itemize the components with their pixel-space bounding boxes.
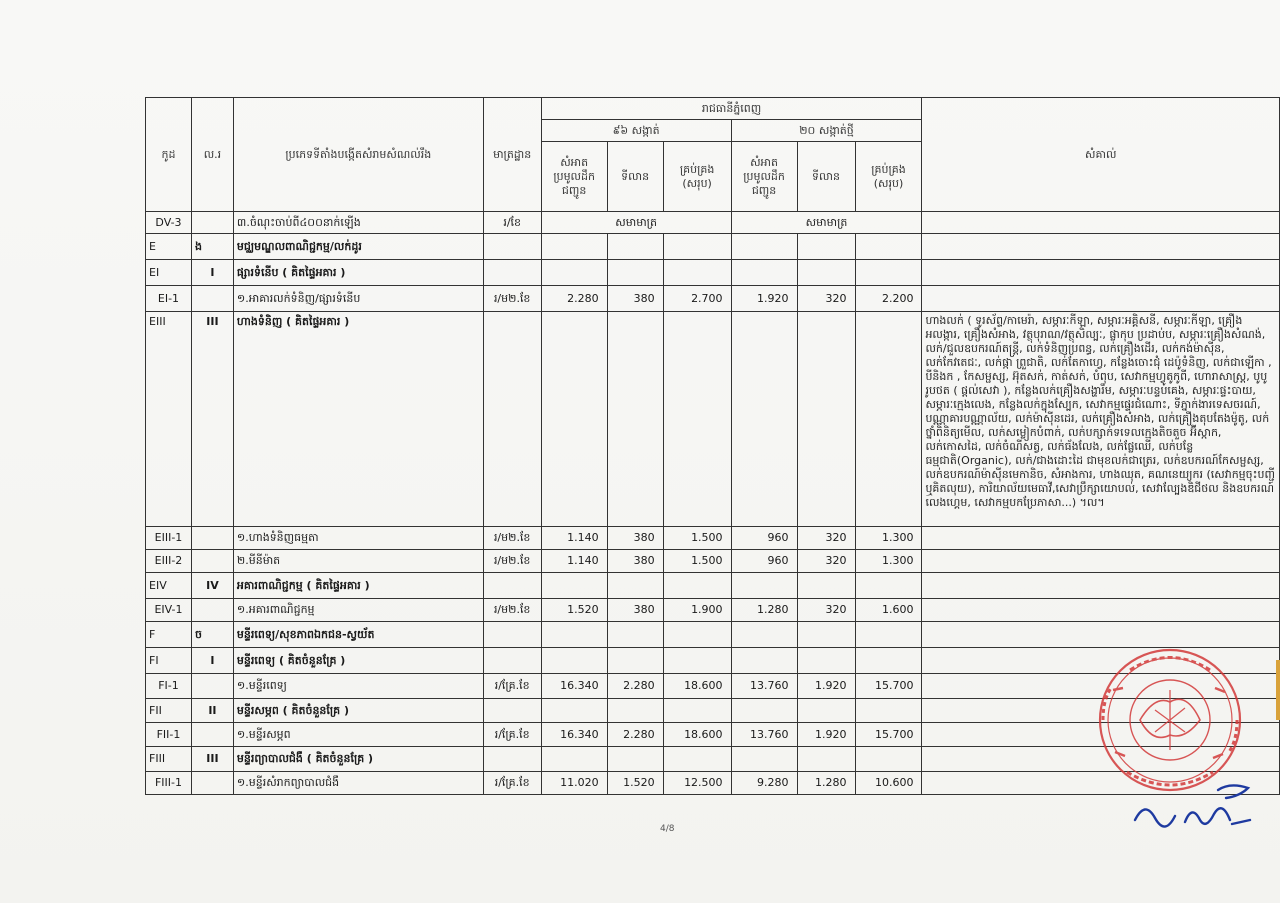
row-number — [191, 674, 233, 699]
row-landfill-96 — [607, 573, 663, 599]
header-group-96: ៩៦ សង្កាត់ — [541, 120, 731, 142]
row-category: ១.មន្ទីរពេទ្យ — [233, 674, 483, 699]
row-landfill-20 — [797, 747, 855, 772]
header-group-20: ២០ សង្កាត់ថ្មី — [731, 120, 922, 142]
row-landfill-20: 1.920 — [797, 674, 855, 699]
header-city: រាជធានីភ្នំពេញ — [541, 98, 922, 120]
header-unit: មាត្រដ្ឋាន — [483, 98, 541, 212]
row-code: F — [146, 622, 192, 648]
row-number: I — [191, 260, 233, 286]
row-landfill-96: 380 — [607, 550, 663, 573]
row-landfill-20: 320 — [797, 527, 855, 550]
row-collect-96 — [541, 312, 607, 527]
row-collect-96: 1.140 — [541, 527, 607, 550]
row-code: EIII-2 — [146, 550, 192, 573]
row-collect-96: 1.520 — [541, 599, 607, 622]
row-unit: រ/ម២.ខែ — [483, 599, 541, 622]
row-landfill-20 — [797, 699, 855, 723]
row-collect-20: 960 — [731, 550, 797, 573]
row-collect-96 — [541, 747, 607, 772]
row-manage-20: 15.700 — [855, 674, 922, 699]
row-collect-96 — [541, 648, 607, 674]
row-number: ង — [191, 234, 233, 260]
row-code: FI — [146, 648, 192, 674]
row-remark: ហាងលក់ ( ទូរស័ព្ទ/កាមេរ៉ា, សម្ភារៈកីឡា, សម្ភារៈអគ្គិសនី, សម្ភារៈកីឡា, គ្រឿងអលង្ការ, គ្រឿងសំអាង, វត្ថុបុរាណ/វត្ថុសិល្បៈ, ផ្លាកុប ប្រដាប់ប, សម្ភារៈគ្រឿងសំណង់, លក់/ជួលឧបករណ៍តន្ត្រី, លក់ទំនិញប្រពន្ធ, លក់គ្រឿងដើរ, លក់កង់ម៉ាស៊ីន, លក់កែវតេជៈ, លក់ផ្កា ព្រួជាតិ, លក់តែកាហ្វេ, កន្លែងចោះជុំ ដេប៉ូទំនិញ, លក់ជាឡើកា , បីនិងក , កែសម្ផស្ស, អ៊ុតសក់, កាត់សក់, បំពុប, សេវាកម្មហ្វូតូកូពី, ហោរាសាស្ត្រ, បូបូរូបថត ( ផ្តល់សេវា ), កន្លែងលក់គ្រឿងសង្ហារឹម, សម្ភារៈបន្ទប់គេង, សម្ភារៈផ្ទះបាយ, សម្ភារៈក្មេងលេង, កន្លែងលក់ក្នុងស្បែក, សេវាកម្មផ្ទេរជំណោះ, ទីភ្នាក់ងារទេសចរណ៍, បណ្ណាគារបណ្ណាល័យ, លក់ម៉ាស៊ីនដេរ, លក់គ្រឿងសំអាង, លក់គ្រឿងតុបតែងម៉ូតូ, លក់ថ្នាំពិនិត្យមើល, លក់សម្លៀកបំពាក់, លក់បក្សាក់ទទេលក្មេងតិចតួច អ៊ីស្កាក, លក់កោសដៃ, លក់ចំណីសត្វ, លក់ធ័ងលែង, លក់ផ្លែឈើ, លក់បន្លែធម្មជាតិ(Organic), លក់/ជាងដោះដៃ ជាមុខលក់ជាត្រេរ, លក់ឧបករណ៍កែសម្ផស្ស, លក់ឧបករណ៍ម៉ាស៊ីនមេកានិច, សំអាងការ, ហាងឈុត, គណនេយ្យករ (សេវាកម្មចុះបញ្ជី ឬគិតលុយ), ការិយាល័យមេធាវី,សេវាប្រឹក្សាយោបល់, សេវាល្បែងឌិជីថល និងឧបករណ៍លេងហ្គេម, សេវាកម្មបកប្រែភាសា...) ។ល។ — [922, 312, 1280, 527]
row-landfill-20: 320 — [797, 599, 855, 622]
table-row — [146, 212, 1280, 234]
row-collect-96 — [541, 573, 607, 599]
row-number: ច — [191, 622, 233, 648]
row-remark — [922, 550, 1280, 573]
row-code: DV-3 — [146, 212, 192, 234]
row-manage-96 — [663, 622, 731, 648]
row-unit: រ/គ្រែ.ខែ — [483, 674, 541, 699]
row-manage-20 — [855, 747, 922, 772]
row-manage-96: 12.500 — [663, 772, 731, 795]
row-category: មជ្ឈមណ្ឌលពាណិជ្ជកម្ម/លក់ដូរ — [233, 234, 483, 260]
row-unit: រ/ម២.ខែ — [483, 527, 541, 550]
row-unit — [483, 573, 541, 599]
row-collect-20: 960 — [731, 527, 797, 550]
row-manage-20: 10.600 — [855, 772, 922, 795]
row-collect-96 — [541, 622, 607, 648]
header-remark: សំគាល់ — [922, 98, 1280, 212]
row-landfill-20 — [797, 622, 855, 648]
row-manage-96: 2.700 — [663, 286, 731, 312]
row-collect-20 — [731, 699, 797, 723]
row-unit: រ/ខែ — [483, 212, 541, 234]
row-code: FIII — [146, 747, 192, 772]
row-number: III — [191, 747, 233, 772]
row-manage-96 — [663, 699, 731, 723]
row-manage-20 — [855, 648, 922, 674]
row-landfill-20 — [797, 234, 855, 260]
header-manage-1: គ្រប់គ្រង (សរុប) — [663, 142, 731, 212]
row-landfill-96 — [607, 648, 663, 674]
row-number: III — [191, 312, 233, 527]
row-manage-20 — [855, 312, 922, 527]
row-unit — [483, 648, 541, 674]
row-unit — [483, 260, 541, 286]
row-manage-20: 1.300 — [855, 550, 922, 573]
row-collect-96: 2.280 — [541, 286, 607, 312]
row-manage-96 — [663, 312, 731, 527]
row-collect-96: 1.140 — [541, 550, 607, 573]
row-collect-20 — [731, 573, 797, 599]
header-landfill-1: ទីលាន — [607, 142, 663, 212]
row-collect-20: 1.280 — [731, 599, 797, 622]
row-code: FIII-1 — [146, 772, 192, 795]
row-collect-20 — [731, 234, 797, 260]
row-unit: រ/ម២.ខែ — [483, 550, 541, 573]
row-collect-96 — [541, 234, 607, 260]
row-remark — [922, 599, 1280, 622]
row-landfill-20: 320 — [797, 286, 855, 312]
header-collect-2: សំអាត ប្រមូលដឹក ជញ្ជូន — [731, 142, 797, 212]
row-category: មន្ទីរសម្ភព ( គិតចំនួនគ្រែ ) — [233, 699, 483, 723]
row-category: មន្ទីរពេទ្យ ( គិតចំនួនគ្រែ ) — [233, 648, 483, 674]
row-code: FII — [146, 699, 192, 723]
row-remark — [922, 234, 1280, 260]
row-manage-20: 2.200 — [855, 286, 922, 312]
table-row — [146, 234, 1280, 260]
header-code: កូដ — [146, 98, 192, 212]
row-remark — [922, 527, 1280, 550]
row-number: II — [191, 699, 233, 723]
row-manage-96: 18.600 — [663, 723, 731, 747]
row-landfill-96: 380 — [607, 527, 663, 550]
header-collect-1: សំអាត ប្រមូលដឹក ជញ្ជូន — [541, 142, 607, 212]
row-unit: រ/គ្រែ.ខែ — [483, 723, 541, 747]
row-landfill-96: 2.280 — [607, 674, 663, 699]
row-manage-20: 1.600 — [855, 599, 922, 622]
row-manage-20 — [855, 573, 922, 599]
row-category: អគារពាណិជ្ជកម្ម ( គិតផ្ទៃអគារ ) — [233, 573, 483, 599]
row-landfill-96: 380 — [607, 286, 663, 312]
row-collect-20 — [731, 747, 797, 772]
row-unit: រ/ម២.ខែ — [483, 286, 541, 312]
row-category: ២.មីនីម៉ាត — [233, 550, 483, 573]
row-landfill-20: 1.920 — [797, 723, 855, 747]
row-code: EIII — [146, 312, 192, 527]
row-landfill-96: 2.280 — [607, 723, 663, 747]
row-manage-96 — [663, 648, 731, 674]
row-landfill-20 — [797, 260, 855, 286]
row-landfill-20 — [797, 573, 855, 599]
row-category: មន្ទីរពេទ្យ/សុខភាពឯកជន-ស្វយ័ត — [233, 622, 483, 648]
row-number: I — [191, 648, 233, 674]
row-collect-20: 9.280 — [731, 772, 797, 795]
row-value-merged-96: សមាមាត្រ — [541, 212, 731, 234]
row-category: ១.មន្ទីរសំរាកព្យាបាលជំងឺ — [233, 772, 483, 795]
row-manage-96: 1.500 — [663, 550, 731, 573]
row-manage-20: 15.700 — [855, 723, 922, 747]
row-landfill-96: 380 — [607, 599, 663, 622]
table-row — [146, 260, 1280, 286]
table-row — [146, 312, 1280, 527]
row-manage-96: 18.600 — [663, 674, 731, 699]
row-number — [191, 212, 233, 234]
row-landfill-20: 320 — [797, 550, 855, 573]
header-manage-2: គ្រប់គ្រង (សរុប) — [855, 142, 922, 212]
row-manage-20 — [855, 699, 922, 723]
row-collect-20 — [731, 622, 797, 648]
row-code: EIV — [146, 573, 192, 599]
row-landfill-96 — [607, 260, 663, 286]
row-number: IV — [191, 573, 233, 599]
row-landfill-20 — [797, 312, 855, 527]
row-category: ១.អគារពាណិជ្ជកម្ម — [233, 599, 483, 622]
row-unit — [483, 699, 541, 723]
row-manage-96: 1.900 — [663, 599, 731, 622]
row-collect-96: 11.020 — [541, 772, 607, 795]
row-category: ១.មន្ទីរសម្ភព — [233, 723, 483, 747]
header-landfill-2: ទីលាន — [797, 142, 855, 212]
row-remark — [922, 260, 1280, 286]
row-collect-20 — [731, 260, 797, 286]
row-code: EIV-1 — [146, 599, 192, 622]
row-landfill-96 — [607, 699, 663, 723]
row-manage-20 — [855, 622, 922, 648]
row-code: E — [146, 234, 192, 260]
row-collect-20 — [731, 648, 797, 674]
row-collect-20 — [731, 312, 797, 527]
row-manage-20 — [855, 260, 922, 286]
row-category: ៣.ចំណុះចាប់ពី៤០០នាក់ឡើង — [233, 212, 483, 234]
row-number — [191, 772, 233, 795]
row-unit — [483, 312, 541, 527]
row-collect-20: 1.920 — [731, 286, 797, 312]
row-unit — [483, 747, 541, 772]
signature — [1130, 780, 1255, 848]
page-number: 4/8 — [660, 824, 675, 834]
row-collect-96 — [541, 260, 607, 286]
row-unit: រ/គ្រែ.ខែ — [483, 772, 541, 795]
row-category: មន្ទីរព្យាបាលជំងឺ ( គិតចំនួនគ្រែ ) — [233, 747, 483, 772]
row-number — [191, 527, 233, 550]
row-collect-96: 16.340 — [541, 723, 607, 747]
header-category: ប្រភេទទីតាំងបង្កើតសំរាមសំណល់រឹង — [233, 98, 483, 212]
row-code: FII-1 — [146, 723, 192, 747]
header-no: ល.រ — [191, 98, 233, 212]
row-landfill-20: 1.280 — [797, 772, 855, 795]
row-remark — [922, 573, 1280, 599]
row-code: EI — [146, 260, 192, 286]
row-landfill-96 — [607, 622, 663, 648]
table-row — [146, 286, 1280, 312]
row-unit — [483, 234, 541, 260]
row-landfill-96 — [607, 312, 663, 527]
row-collect-96 — [541, 699, 607, 723]
row-landfill-96 — [607, 234, 663, 260]
row-collect-20: 13.760 — [731, 674, 797, 699]
row-category: ១.អាគារលក់ទំនិញ/ផ្សារទំនើប — [233, 286, 483, 312]
table-row — [146, 573, 1280, 599]
row-code: EIII-1 — [146, 527, 192, 550]
row-manage-96 — [663, 573, 731, 599]
row-collect-96: 16.340 — [541, 674, 607, 699]
official-seal — [1075, 640, 1260, 800]
row-category: ផ្សារទំនើប ( គិតផ្ទៃអគារ ) — [233, 260, 483, 286]
row-manage-96 — [663, 747, 731, 772]
row-number — [191, 723, 233, 747]
row-manage-96 — [663, 260, 731, 286]
table-row — [146, 527, 1280, 550]
row-manage-96 — [663, 234, 731, 260]
row-number — [191, 599, 233, 622]
row-landfill-20 — [797, 648, 855, 674]
row-category: ១.ហាងទំនិញធម្មតា — [233, 527, 483, 550]
row-value-merged-20: សមាមាត្រ — [731, 212, 922, 234]
row-collect-20: 13.760 — [731, 723, 797, 747]
table-row — [146, 550, 1280, 573]
table-row — [146, 599, 1280, 622]
row-number — [191, 286, 233, 312]
row-landfill-96: 1.520 — [607, 772, 663, 795]
row-code: EI-1 — [146, 286, 192, 312]
row-landfill-96 — [607, 747, 663, 772]
row-manage-20: 1.300 — [855, 527, 922, 550]
row-unit — [483, 622, 541, 648]
row-remark — [922, 286, 1280, 312]
row-remark — [922, 212, 1280, 234]
row-category: ហាងទំនិញ ( គិតផ្ទៃអគារ ) — [233, 312, 483, 527]
row-number — [191, 550, 233, 573]
page-edge-mark — [1276, 660, 1280, 720]
row-code: FI-1 — [146, 674, 192, 699]
row-manage-96: 1.500 — [663, 527, 731, 550]
row-manage-20 — [855, 234, 922, 260]
